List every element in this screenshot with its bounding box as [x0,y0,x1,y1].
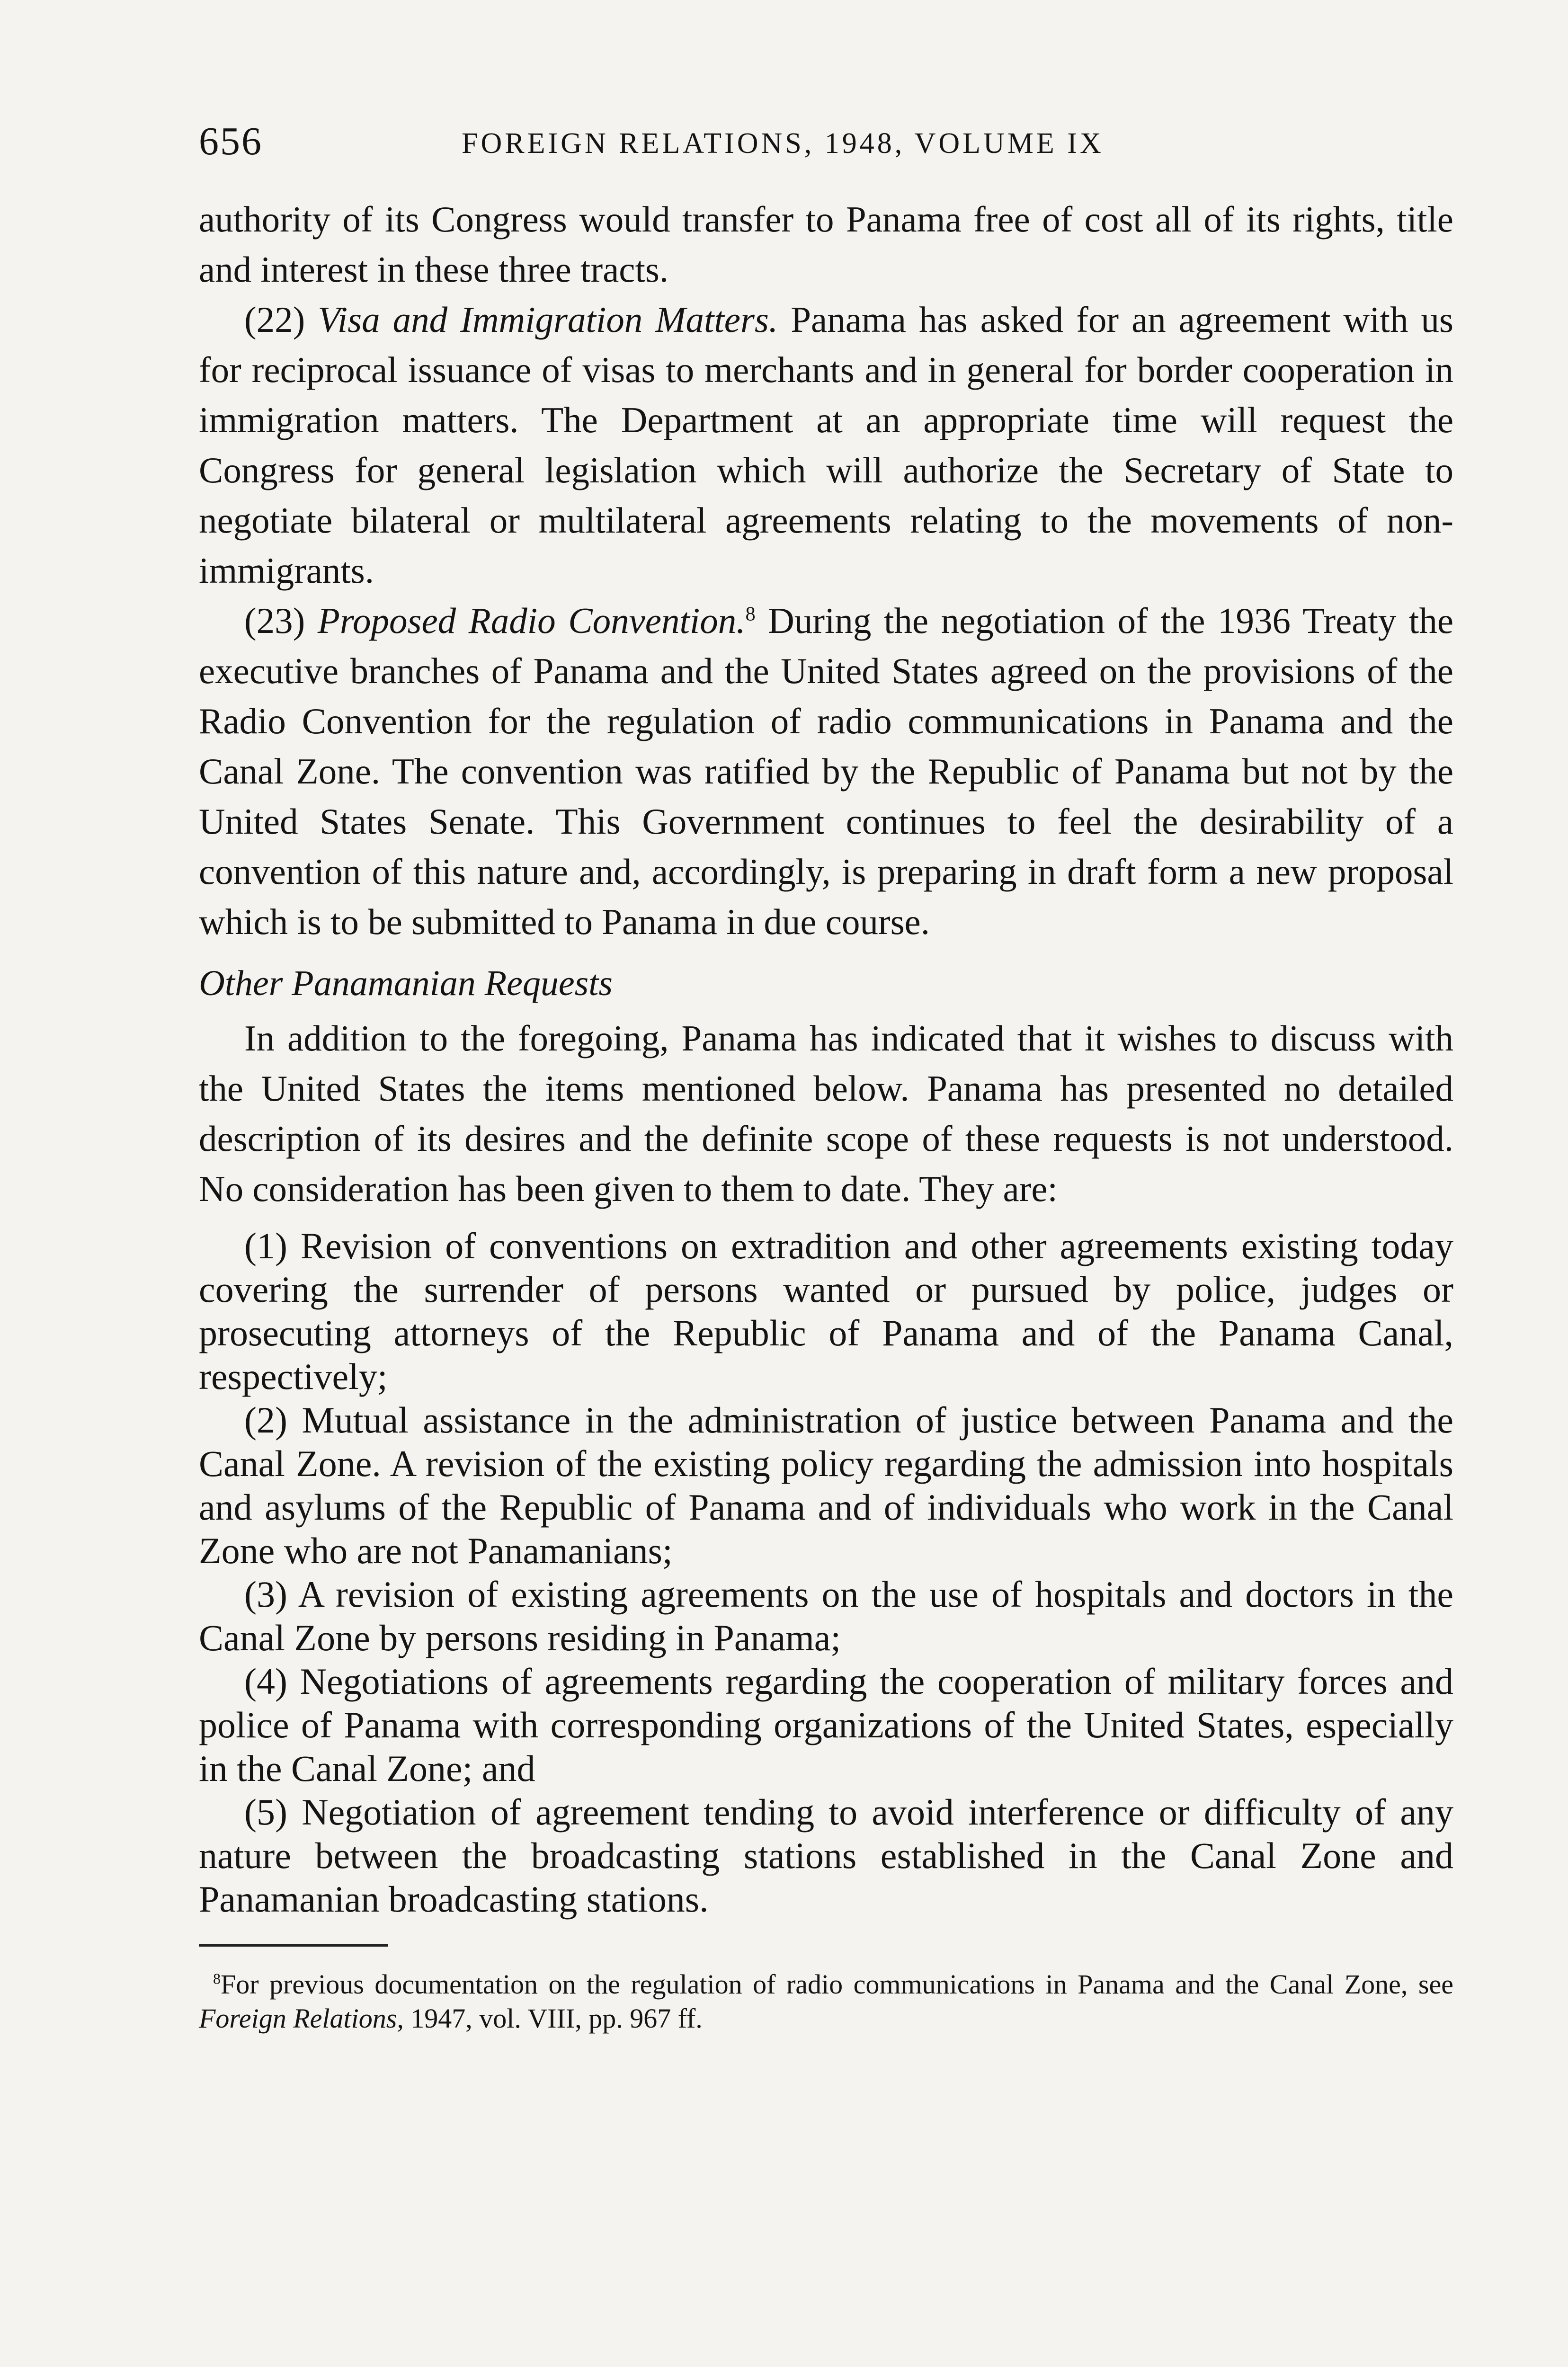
footnote-marker: 8 [213,1970,221,1987]
section-heading: Other Panamanian Requests [199,963,613,1003]
footnote-citation: 1947, vol. VIII, pp. 967 ff. [410,2003,703,2034]
paragraph-title: Proposed Radio Convention. [317,600,746,641]
section-intro: In addition to the foregoing, Panama has indicated that it wishes to discuss with the United States the items mentioned below. Panama has presented no detailed description of its desires and the definite scope of these requests is not understood. No consideration has been given to them to date. They are: [199,1018,1453,1209]
footnote-reference: 8 [745,603,756,625]
paragraph-body: During the negotiation of the 1936 Treaty the executive branches of Panama and the United States agreed on the provisions of the Radio Convention for the regulation of radio communications in Panama and the Canal Zone. The convention was ratified by the Republic of Panama but not by the United States Senate. This Government continues to feel the desirability of a convention of this nature and, accordingly, is preparing in draft form a new proposal which is to be submitted to Panama in due course. [199,600,1453,942]
list-item-text: A revision of existing agreements on the use of hospitals and doctors in the Canal Zone by persons residing in Panama; [199,1574,1453,1658]
requests-list [199,1224,1453,1921]
list-item [199,1660,1453,1790]
paragraph-continuation: authority of its Congress would transfer to Panama free of cost all of its rights, title and interest in these three tracts. [199,199,1453,290]
paragraph-number: (22) [244,299,305,340]
footnote-text: For previous documentation on the regulation of radio communications in Panama and the Canal Zone, see [220,1969,1453,2000]
list-item-text: Negotiations of agreements regarding the cooperation of military forces and police of Panama with corresponding organizations of the United States, especially in the Canal Zone; and [199,1661,1454,1789]
paragraph-body: Panama has asked for an agreement with us for reciprocal issuance of visas to merchants and in general for border cooperation in immigration matters. The Department at an appropriate time will request the Congress for general legislation which will authorize the Secretary of State to negotiate bilateral or multilateral agreements relating to the movements of non-immigrants. [199,299,1454,591]
list-item-text: Mutual assistance in the administration of justice between Panama and the Canal Zone. A revision of the existing policy regarding the admission into hospitals and asylums of the Republic of Panama and of individuals who work in the Canal Zone who are not Panamanians; [199,1399,1453,1571]
list-item [199,1398,1453,1573]
footnote-divider [199,1944,388,1947]
list-item-number: (4) [244,1661,287,1702]
list-item [199,1790,1453,1921]
list-item-number: (2) [244,1399,287,1441]
paragraph-radio-convention [199,596,1453,947]
list-item-number: (3) [244,1574,287,1615]
paragraph-number: (23) [244,600,305,641]
running-head-title: FOREIGN RELATIONS, 1948, VOLUME IX [462,127,1104,160]
list-item [199,1573,1453,1660]
footnote-source-title: Foreign Relations, [199,2003,404,2034]
paragraph-title: Visa and Immigration Matters. [318,299,778,340]
page-number: 656 [199,119,263,163]
list-item [199,1224,1453,1398]
list-item-text: Revision of conventions on extradition and other agreements existing today covering the surrender of persons wanted or pursued by police, judges or prosecuting attorneys of the Republic of Panama and of the Panama Canal, respectively; [199,1225,1454,1397]
document-page [199,118,1453,2036]
running-head [199,118,1453,175]
footnote [199,1967,1453,2036]
list-item-text: Negotiation of agreement tending to avoid interference or difficulty of any nature between the broadcasting stations established in the Canal Zone and Panamanian broadcasting stations. [199,1791,1454,1920]
list-item-number: (1) [244,1225,287,1266]
list-item-number: (5) [244,1791,287,1833]
paragraph-visa-immigration [199,294,1453,596]
